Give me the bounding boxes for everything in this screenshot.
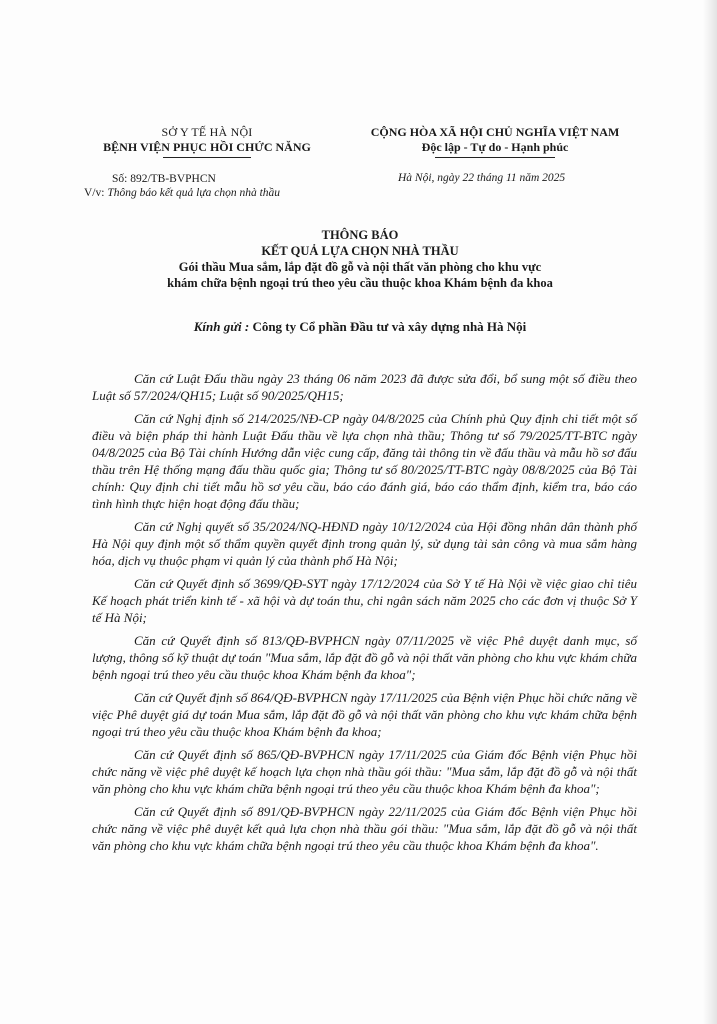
title-line-3: Gói thầu Mua sắm, lắp đặt đồ gỗ và nội thất văn phòng cho khu vực bbox=[178, 260, 542, 274]
page-edge-shadow bbox=[703, 0, 717, 1024]
recipient-line bbox=[60, 319, 660, 335]
national-header bbox=[350, 125, 640, 162]
paragraph: Căn cứ Quyết định số 865/QĐ-BVPHCN ngày 17/11/2025 của Giám đốc Bệnh viện Phục hồi chức năng về việc phê duyệt kế hoạch lựa chọn nhà thầu gói thầu: "Mua sắm, lắp đặt đồ gỗ và nội thất văn phòng cho khu vực khám chữa bệnh ngoại trú theo yêu cầu thuộc khoa Khám bệnh đa khoa"; bbox=[92, 747, 637, 796]
national-title: CỘNG HÒA XÃ HỘI CHỦ NGHĨA VIỆT NAM bbox=[370, 125, 620, 139]
paragraph: Căn cứ Luật Đấu thầu ngày 23 tháng 06 năm 2023 đã được sửa đổi, bổ sung một số điều theo Luật số 57/2024/QH15; Luật số 90/2025/QH15; bbox=[92, 371, 637, 403]
recipient-label: Kính gửi : bbox=[193, 319, 250, 334]
subject-text: Thông báo kết quả lựa chọn nhà thầu bbox=[107, 187, 281, 199]
paragraph: Căn cứ Quyết định số 864/QĐ-BVPHCN ngày 17/11/2025 của Bệnh viện Phục hồi chức năng về việc Phê duyệt giá dự toán Mua sắm, lắp đặt đồ gỗ và nội thất văn phòng cho khu vực khám chữa bệnh ngoại trú theo yêu cầu thuộc khoa Khám bệnh đa khoa; bbox=[92, 690, 637, 739]
title-line-1: THÔNG BÁO bbox=[321, 228, 399, 242]
paragraph: Căn cứ Quyết định số 813/QĐ-BVPHCN ngày 07/11/2025 về việc Phê duyệt danh mục, số lượng, thông số kỹ thuật dự toán "Mua sắm, lắp đặt đồ gỗ và nội thất văn phòng cho khu vực khám chữa bệnh ngoại trú theo yêu cầu thuộc khoa Khám bệnh đa khoa"; bbox=[92, 633, 637, 682]
parent-organization: SỞ Y TẾ HÀ NỘI bbox=[161, 125, 253, 139]
header-right-rule bbox=[435, 157, 555, 158]
header-left-rule bbox=[163, 157, 251, 158]
document-number: Số: 892/TB-BVPHCN bbox=[112, 173, 216, 185]
document-subject bbox=[84, 186, 280, 200]
issuing-organization-header bbox=[82, 125, 332, 162]
title-line-4: khám chữa bệnh ngoại trú theo yêu cầu thuộc khoa Khám bệnh đa khoa bbox=[167, 276, 553, 290]
national-motto: Độc lập - Tự do - Hạnh phúc bbox=[421, 140, 569, 154]
paragraph: Căn cứ Nghị định số 214/2025/NĐ-CP ngày 04/8/2025 của Chính phủ Quy định chi tiết một số điều và biện pháp thi hành Luật Đấu thầu về lựa chọn nhà thầu; Thông tư số 79/2025/TT-BTC ngày 04/8/2025 của Bộ Tài chính Hướng dẫn việc cung cấp, đăng tải thông tin về đấu thầu và mẫu hồ sơ đấu thầu trên Hệ thống mạng đấu thầu quốc gia; Thông tư số 80/2025/TT-BTC ngày 08/8/2025 của Bộ Tài chính: Quy định chi tiết mẫu hồ sơ yêu cầu, báo cáo đánh giá, báo cáo thẩm định, kiểm tra, báo cáo tình hình thực hiện hoạt động đấu thầu; bbox=[92, 411, 637, 511]
paragraph: Căn cứ Quyết định số 891/QĐ-BVPHCN ngày 22/11/2025 của Giám đốc Bệnh viện Phục hồi chức năng về việc phê duyệt kết quả lựa chọn nhà thầu gói thầu: "Mua sắm, lắp đặt đồ gỗ và nội thất văn phòng cho khu vực khám chữa bệnh ngoại trú theo yêu cầu thuộc khoa Khám bệnh đa khoa". bbox=[92, 804, 637, 853]
paragraph: Căn cứ Quyết định số 3699/QĐ-SYT ngày 17/12/2024 của Sở Y tế Hà Nội về việc giao chỉ tiêu Kế hoạch phát triển kinh tế - xã hội và dự toán thu, chi ngân sách năm 2025 cho các đơn vị thuộc Sở Y tế Hà Nội; bbox=[92, 576, 637, 625]
paragraph: Căn cứ Nghị quyết số 35/2024/NQ-HĐND ngày 10/12/2024 của Hội đồng nhân dân thành phố Hà Nội quy định một số thẩm quyền quyết định trong quản lý, sử dụng tài sản công và mua sắm hàng hóa, dịch vụ thuộc phạm vi quản lý của thành phố Hà Nội; bbox=[92, 519, 637, 568]
document-title bbox=[60, 227, 660, 291]
title-line-2: KẾT QUẢ LỰA CHỌN NHÀ THẦU bbox=[261, 244, 459, 258]
issue-date: Hà Nội, ngày 22 tháng 11 năm 2025 bbox=[398, 172, 566, 184]
recipient-name: Công ty Cổ phần Đầu tư và xây dựng nhà Hà Nội bbox=[252, 319, 527, 334]
document-body bbox=[92, 370, 637, 854]
organization-name: BỆNH VIỆN PHỤC HỒI CHỨC NĂNG bbox=[103, 140, 311, 154]
subject-prefix: V/v: bbox=[84, 187, 105, 199]
